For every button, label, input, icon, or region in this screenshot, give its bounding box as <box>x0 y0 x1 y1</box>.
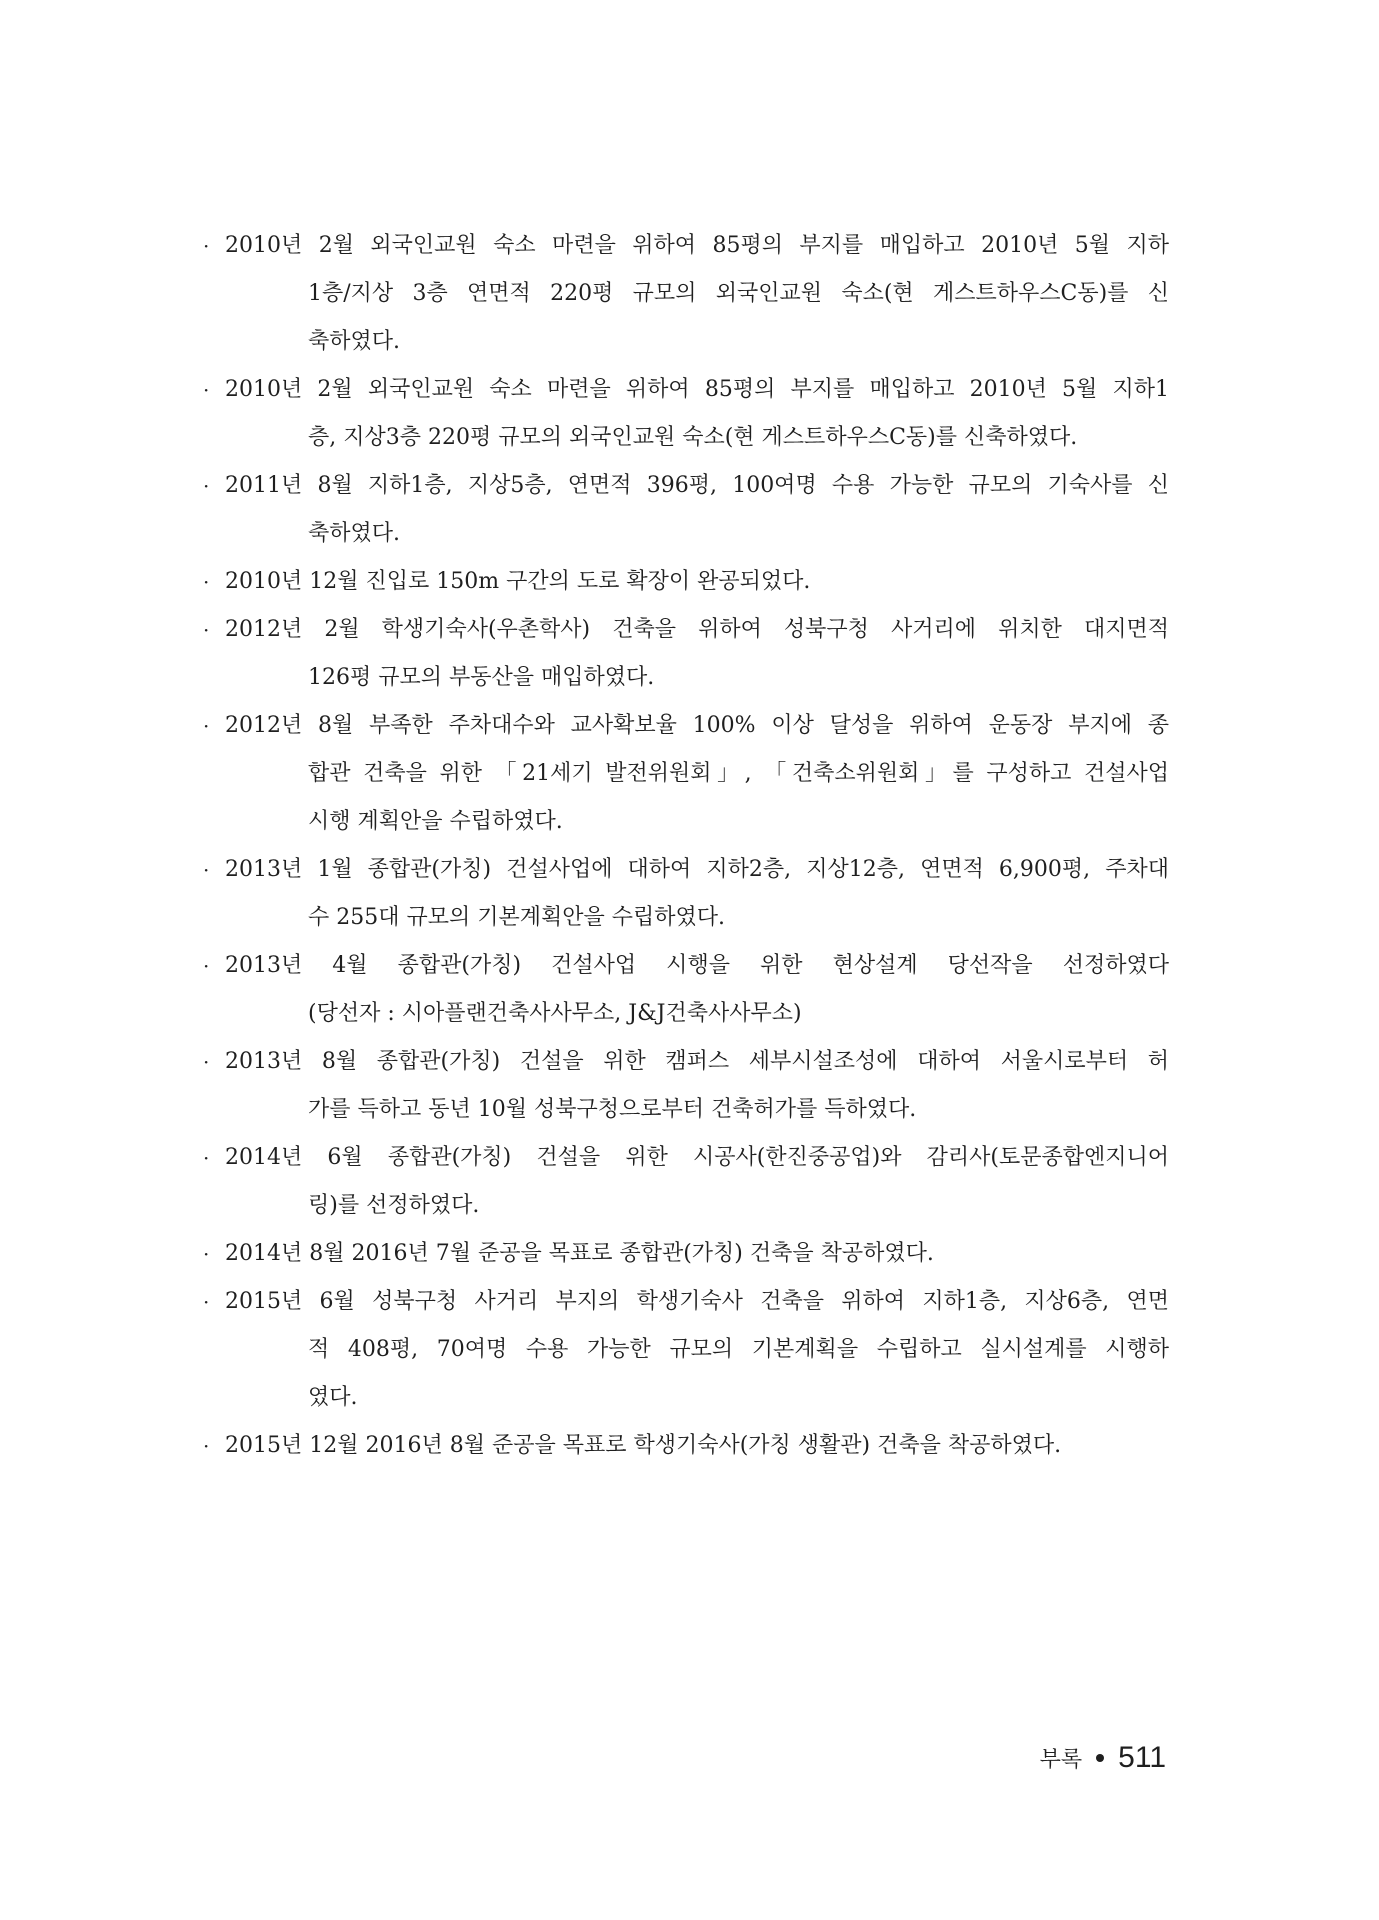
footer-section-label: 부록 <box>1039 1746 1083 1772</box>
entry-text-line: 2013년 4월 종합관(가칭) 건설사업 시행을 위한 현상설계 당선작을 선정하였다 <box>225 953 1169 978</box>
history-entry <box>203 222 1169 366</box>
entry-text-line: 합관 건축을 위한 「21세기 발전위원회」, 「건축소위원회」를 구성하고 건설사업 <box>308 761 1169 786</box>
list-bullet: · <box>203 1242 210 1266</box>
history-entry <box>203 1422 1169 1470</box>
list-bullet: · <box>203 858 210 882</box>
entry-text-line: 126평 규모의 부동산을 매입하였다. <box>308 665 655 690</box>
entry-text-line: 2015년 12월 2016년 8월 준공을 목표로 학생기숙사(가칭 생활관) 건축을 착공하였다. <box>225 1433 1062 1458</box>
list-bullet: · <box>203 474 210 498</box>
entry-text-line: 2014년 8월 2016년 7월 준공을 목표로 종합관(가칭) 건축을 착공하였다. <box>225 1241 934 1266</box>
entry-text-line: 2015년 6월 성북구청 사거리 부지의 학생기숙사 건축을 위하여 지하1층, 지상6층, 연면 <box>225 1289 1169 1314</box>
history-entry <box>203 1230 1169 1278</box>
page-footer <box>1040 1741 1166 1775</box>
entry-text-line: 2010년 2월 외국인교원 숙소 마련을 위하여 85평의 부지를 매입하고 2010년 5월 지하 <box>225 233 1169 258</box>
entry-text-line: 2010년 2월 외국인교원 숙소 마련을 위하여 85평의 부지를 매입하고 2010년 5월 지하1 <box>225 377 1169 402</box>
entry-text-line: 2010년 12월 진입로 150m 구간의 도로 확장이 완공되었다. <box>225 569 811 594</box>
entry-text-line: 가를 득하고 동년 10월 성북구청으로부터 건축허가를 득하였다. <box>308 1097 917 1122</box>
history-entry <box>203 1134 1169 1230</box>
list-bullet: · <box>203 378 210 402</box>
entry-text-line: 축하였다. <box>308 521 401 546</box>
footer-bullet-dot <box>1096 1754 1104 1762</box>
entry-text-line: 2014년 6월 종합관(가칭) 건설을 위한 시공사(한진중공업)와 감리사(토문종합엔지니어 <box>225 1145 1169 1170</box>
entry-text-line: 였다. <box>308 1385 358 1410</box>
history-entry <box>203 366 1169 462</box>
entry-text-line: 시행 계획안을 수립하였다. <box>308 809 563 834</box>
list-bullet: · <box>203 1050 210 1074</box>
list-bullet: · <box>203 1146 210 1170</box>
entry-text-line: 층, 지상3층 220평 규모의 외국인교원 숙소(현 게스트하우스C동)를 신축하였다. <box>308 425 1078 450</box>
entry-text-line: 적 408평, 70여명 수용 가능한 규모의 기본계획을 수립하고 실시설계를 시행하 <box>308 1337 1169 1362</box>
page-number: 511 <box>1118 1741 1166 1774</box>
list-bullet: · <box>203 570 210 594</box>
entry-text-line: 축하였다. <box>308 329 401 354</box>
history-entry <box>203 1038 1169 1134</box>
history-entry <box>203 462 1169 558</box>
entry-text-line: (당선자 : 시아플랜건축사사무소, J&J건축사사무소) <box>308 1001 802 1026</box>
entry-text-line: 2011년 8월 지하1층, 지상5층, 연면적 396평, 100여명 수용 가능한 규모의 기숙사를 신 <box>225 473 1169 498</box>
entry-text-line: 2013년 1월 종합관(가칭) 건설사업에 대하여 지하2층, 지상12층, 연면적 6,900평, 주차대 <box>225 857 1169 882</box>
history-entry <box>203 846 1169 942</box>
entry-text-line: 2012년 2월 학생기숙사(우촌학사) 건축을 위하여 성북구청 사거리에 위치한 대지면적 <box>225 617 1169 642</box>
history-entry-list <box>203 222 1169 1470</box>
list-bullet: · <box>203 618 210 642</box>
history-entry <box>203 1278 1169 1422</box>
entry-text-line: 1층/지상 3층 연면적 220평 규모의 외국인교원 숙소(현 게스트하우스C동)를 신 <box>308 281 1169 306</box>
history-entry <box>203 702 1169 846</box>
entry-text-line: 수 255대 규모의 기본계획안을 수립하였다. <box>308 905 725 930</box>
list-bullet: · <box>203 234 210 258</box>
list-bullet: · <box>203 1434 210 1458</box>
history-entry <box>203 558 1169 606</box>
history-entry <box>203 606 1169 702</box>
list-bullet: · <box>203 954 210 978</box>
entry-text-line: 2012년 8월 부족한 주차대수와 교사확보율 100% 이상 달성을 위하여 운동장 부지에 종 <box>225 713 1169 738</box>
history-entry <box>203 942 1169 1038</box>
list-bullet: · <box>203 1290 210 1314</box>
entry-text-line: 2013년 8월 종합관(가칭) 건설을 위한 캠퍼스 세부시설조성에 대하여 서울시로부터 허 <box>225 1049 1169 1074</box>
entry-text-line: 링)를 선정하였다. <box>308 1193 480 1218</box>
list-bullet: · <box>203 714 210 738</box>
